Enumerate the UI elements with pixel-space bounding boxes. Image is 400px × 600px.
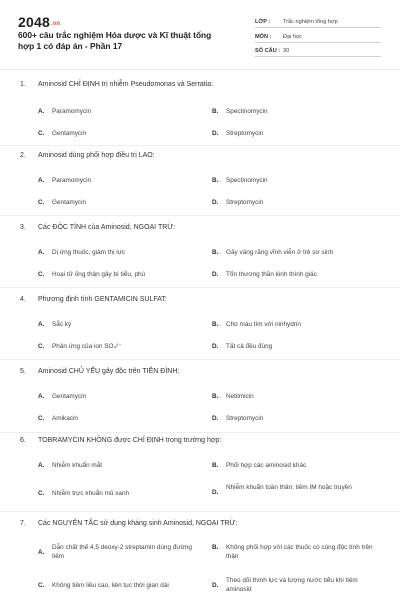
question-stem: 6. TOBRAMYCIN KHÔNG được CHỈ ĐỊNH trong trường hợp: [20, 437, 222, 444]
question-divider [0, 145, 400, 146]
question-divider [0, 359, 400, 360]
header-divider [0, 69, 400, 70]
question-stem: 4. Phương định tính GENTAMICIN SULFAT: [20, 296, 167, 303]
question-divider [0, 432, 400, 433]
meta-lop-label: LỚP : [255, 19, 271, 25]
question-stem: 3. Các ĐỘC TÍNH của Aminosid, NGOẠI TRỪ: [20, 224, 176, 231]
meta-lop [255, 14, 381, 28]
meta-mon-label: MÔN : [255, 34, 272, 40]
meta-socau-value: 30 [283, 48, 290, 54]
question-stem: 5. Aminosid CHỦ YẾU gây độc trên TIỀN ĐÌNH: [20, 368, 180, 375]
site-logo[interactable]: 2048.vn [18, 14, 61, 30]
meta-socau-label: SỐ CÂU : [255, 48, 281, 54]
meta-mon-value: Đại học [283, 34, 302, 40]
meta-lop-value: Trắc nghiệm tổng hợp [283, 19, 338, 25]
question-stem: 1. Aminosid CHỈ ĐỊNH trị nhiễm Pseudomonas và Serratia: [20, 81, 214, 88]
meta-mon [255, 29, 381, 43]
page-header [0, 0, 400, 66]
meta-socau [255, 43, 381, 57]
exam-page: 2048.vn 600+ câu trắc nghiệm Hóa dược và Kĩ thuật tổng hợp 1 có đáp án - Phần 17 LỚP : Trắc nghiệm tổng hợp MÔN : Đại học SỐ CÂU : 30 1. Aminosid CHỈ ĐỊNH trị nhiễm Pseudomonas và Serratia: A. Paramomycin B. Spectinomycin C. Gentamycin D. Streptomycin 2. Aminosid dùng phối hợp điều trị LAO: A. Paramomycin B. Spectinomycin C. Gentamycin D. Streptomycin 3. Các ĐỘC TÍNH của Aminosid, NGOẠI TRỪ: A. Dị ứng thuốc, giảm thị lực B. Gây vàng răng vĩnh viễn ở trẻ sơ sinh C. Hoại tử ống thận gây bí tiểu, phù D. Tổn thương thần kinh thính giác 4. Phương định tính GENTAMICIN SULFAT: A. Sắc ký B. Cho màu tím với ninhydrin C. Phản ứng của ion SO₄²⁻ D. Tất cả đều đúng 5. Aminosid CHỦ YẾU gây độc trên TIỀN ĐÌNH: A. Gentamycin B. Netilmicin C. Amikacin D. Streptomycin 6. TOBRAMYCIN KHÔNG được CHỈ ĐỊNH trong trường hợp: A. Nhiễm khuẩn mắt B. Phối hợp các aminosid khác C. Nhiễm trực khuẩn mủ xanh D. Nhiễm khuẩn toàn thân: tiêm IM hoặc truyền 7. Các NGUYÊN TẮC sử dụng kháng sinh Aminosid, NGOẠI TRỪ: A. Dẫn chất thế 4,5 deoxy-2 streptamin dùng đường tiêm B. Không phối hợp với các thuốc có cùng độc tính trên thận C. Không tiêm liều cao, liên tục thời gian dài D. Theo dõi thính lực và lượng nước tiểu khi tiêm aminosid [0, 0, 400, 600]
question-stem: 2. Aminosid dùng phối hợp điều trị LAO: [20, 152, 155, 159]
question-divider [0, 215, 400, 216]
question-divider [0, 511, 400, 512]
question-divider [0, 287, 400, 288]
exam-title: 600+ câu trắc nghiệm Hóa dược và Kĩ thuật tổng hợp 1 có đáp án - Phần 17 [18, 30, 212, 51]
question-stem: 7. Các NGUYÊN TẮC sử dụng kháng sinh Aminosid, NGOẠI TRỪ: [20, 520, 238, 527]
